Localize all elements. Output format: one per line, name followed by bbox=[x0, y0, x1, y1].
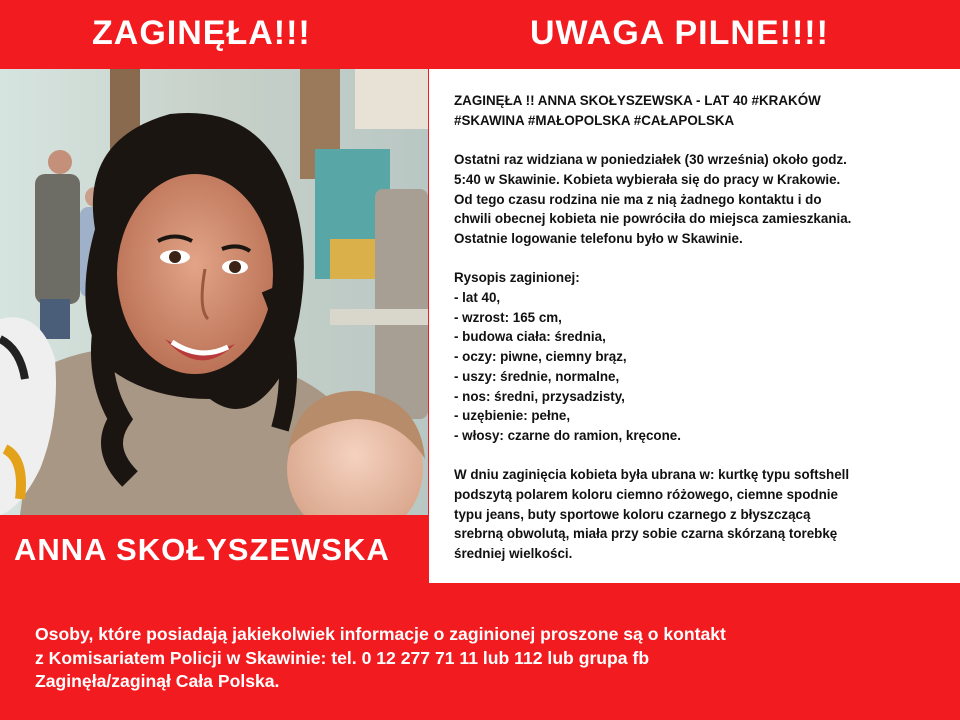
feature-item: - lat 40, bbox=[454, 290, 501, 305]
clothing-paragraph bbox=[454, 465, 949, 564]
features-paragraph bbox=[454, 268, 949, 445]
headline-line: ZAGINĘŁA !! ANNA SKOŁYSZEWSKA - LAT 40 #KRAKÓW bbox=[454, 93, 821, 108]
last-seen-line: Ostatni raz widziana w poniedziałek (30 września) około godz. bbox=[454, 152, 847, 168]
description-panel bbox=[429, 69, 960, 583]
feature-item: - włosy: czarne do ramion, kręcone. bbox=[454, 427, 681, 443]
feature-item: - nos: średni, przysadzisty, bbox=[454, 388, 625, 404]
last-seen-paragraph bbox=[454, 150, 949, 249]
feature-item: - budowa ciała: średnia, bbox=[454, 329, 606, 345]
contact-line: Zaginęła/zaginął Cała Polska. bbox=[35, 671, 280, 691]
last-seen-line: Od tego czasu rodzina nie ma z nią żadnego kontaktu i do bbox=[454, 191, 822, 207]
header-missing-title: ZAGINĘŁA!!! bbox=[92, 14, 311, 52]
last-seen-line: Ostatnie logowanie telefonu było w Skawinie. bbox=[454, 230, 743, 246]
headline-line: #SKAWINA #MAŁOPOLSKA #CAŁAPOLSKA bbox=[454, 112, 735, 128]
feature-item: - oczy: piwne, ciemny brąz, bbox=[454, 349, 627, 365]
contact-line: z Komisariatem Policji w Skawinie: tel. 0 12 277 71 11 lub 112 lub grupa fb bbox=[35, 647, 650, 668]
clothing-line: srebrną obwolutą, miała przy sobie czarna skórzaną torebkę bbox=[454, 526, 838, 542]
last-seen-line: 5:40 w Skawinie. Kobieta wybierała się do pracy w Krakowie. bbox=[454, 171, 841, 187]
features-title: Rysopis zaginionej: bbox=[454, 270, 580, 286]
clothing-line: podszytą polarem koloru ciemno różowego, ciemne spodnie bbox=[454, 487, 838, 503]
feature-item: - uszy: średnie, normalne, bbox=[454, 368, 620, 384]
missing-person-name: ANNA SKOŁYSZEWSKA bbox=[14, 532, 390, 567]
feature-item: - uzębienie: pełne, bbox=[454, 408, 571, 424]
header-urgent-title: UWAGA PILNE!!!! bbox=[530, 14, 829, 52]
contact-footer bbox=[35, 623, 935, 694]
clothing-line: typu jeans, buty sportowe koloru czarnego z błyszczącą bbox=[454, 506, 811, 522]
feature-item: - wzrost: 165 cm, bbox=[454, 309, 562, 325]
missing-person-photo bbox=[0, 69, 428, 515]
clothing-line: W dniu zaginięcia kobieta była ubrana w: kurtkę typu softshell bbox=[454, 467, 850, 483]
contact-line: Osoby, które posiadają jakiekolwiek informacje o zaginionej proszone są o kontakt bbox=[35, 624, 726, 644]
last-seen-line: chwili obecnej kobieta nie powróciła do miejsca zamieszkania. bbox=[454, 211, 852, 227]
clothing-line: średniej wielkości. bbox=[454, 546, 573, 562]
headline-paragraph bbox=[454, 91, 949, 130]
